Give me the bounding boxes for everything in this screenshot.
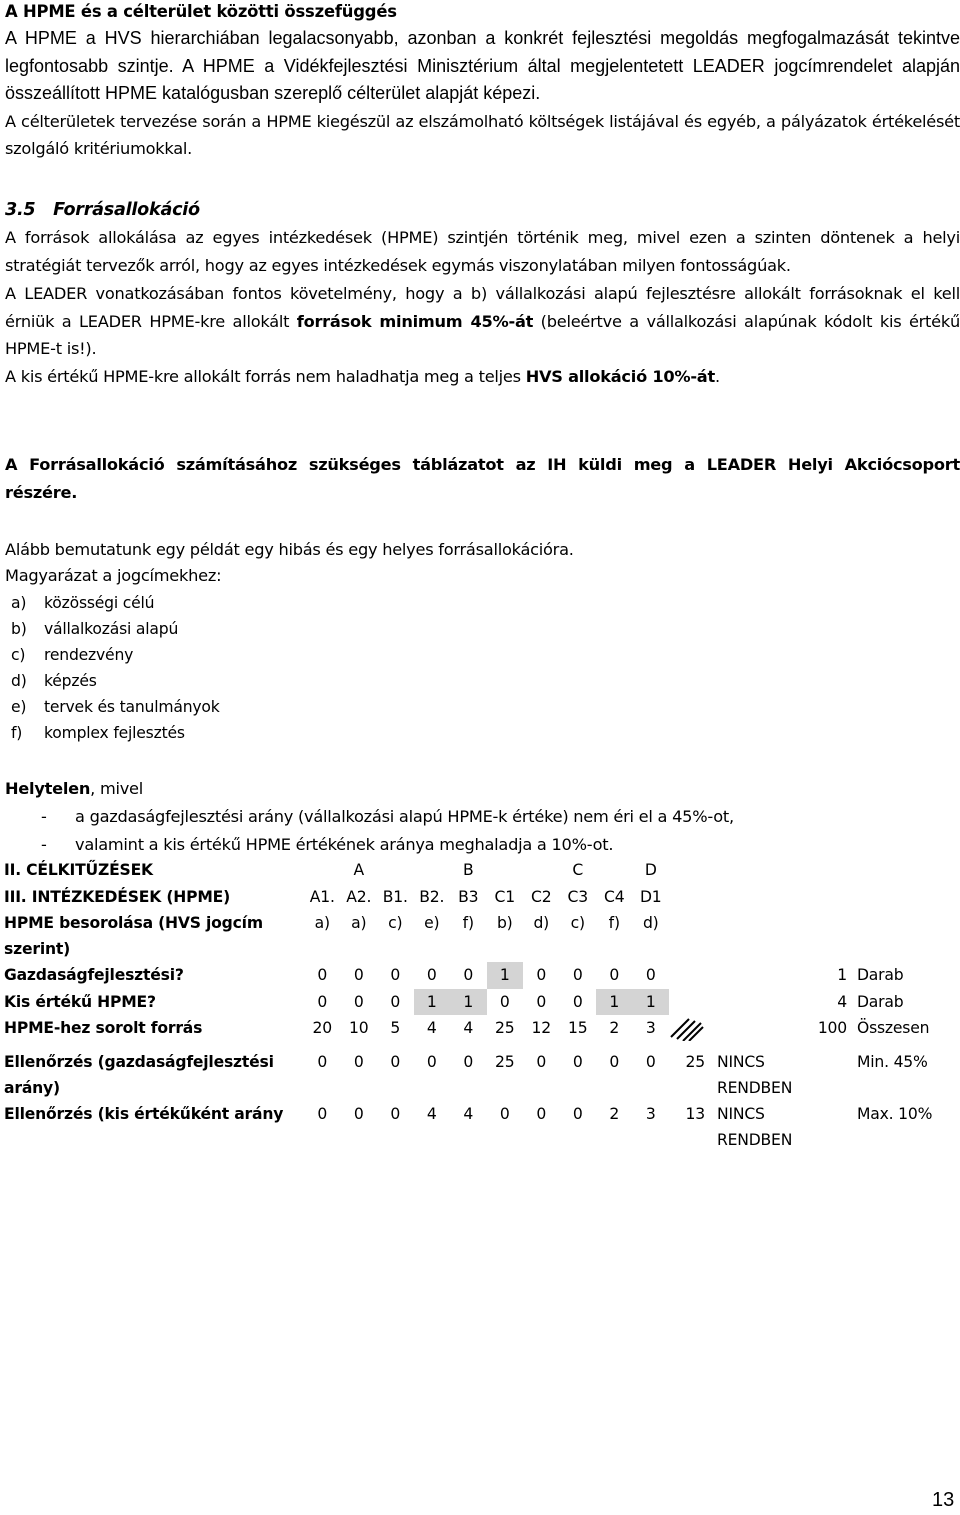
ih-note bbox=[5, 451, 960, 506]
table-cell bbox=[709, 962, 817, 989]
row-label: Gazdaságfejlesztési? bbox=[4, 966, 184, 984]
ih-note-text: A Forrásallokáció számításához szükséges táblázatot az IH küldi meg a LEADER Helyi Akciócsoport részére. bbox=[5, 455, 960, 502]
table-cell: 0 bbox=[317, 1053, 328, 1071]
table-cell: A1. bbox=[309, 887, 335, 906]
table-cell: 1 bbox=[633, 989, 670, 1016]
section-number: 3.5 bbox=[5, 200, 36, 220]
table-cell: A2. bbox=[346, 887, 372, 906]
table-row-classification bbox=[4, 910, 939, 962]
list-text: valamint a kis értékű HPME értékének aránya meghaladja a 10%-ot. bbox=[75, 834, 614, 854]
list-text: komplex fejlesztés bbox=[44, 723, 185, 742]
table-cell: d) bbox=[533, 914, 550, 932]
legend-item bbox=[11, 669, 220, 695]
table-cell: 0 bbox=[353, 966, 364, 984]
table-cell: Max. 10% bbox=[857, 1105, 933, 1123]
economic-total: 1 bbox=[837, 966, 847, 984]
table-cell bbox=[817, 1101, 847, 1153]
section-3-5 bbox=[5, 197, 960, 390]
legend-item bbox=[11, 591, 220, 617]
example-intro bbox=[5, 536, 960, 589]
table-cell: 3 bbox=[645, 1019, 656, 1037]
list-text: vállalkozási alapú bbox=[44, 619, 179, 638]
table-cell bbox=[669, 910, 939, 962]
table-cell bbox=[709, 1015, 817, 1049]
table-cell: 0 bbox=[536, 1053, 547, 1071]
min-45-emphasis: források minimum 45%-át bbox=[296, 311, 534, 331]
table-cell: D1 bbox=[639, 887, 662, 906]
table-cell: 0 bbox=[390, 1053, 401, 1071]
table-cell: 25 bbox=[495, 1019, 515, 1037]
max-10-emphasis: HVS allokáció 10%-át bbox=[525, 366, 715, 386]
table-cell: C1 bbox=[494, 887, 515, 906]
table-cell: c) bbox=[388, 914, 403, 932]
table-cell: 5 bbox=[390, 1019, 401, 1037]
table-cell bbox=[596, 857, 633, 884]
row-label: II. CÉLKITŰZÉSEK bbox=[4, 861, 153, 879]
table-cell: 4 bbox=[463, 1105, 474, 1123]
table-cell: 0 bbox=[499, 1105, 510, 1123]
section-paragraph-2 bbox=[5, 280, 960, 363]
table-cell: 4 bbox=[426, 1105, 437, 1123]
table-row-small-value bbox=[4, 989, 939, 1016]
intro-heading: A HPME és a célterület közötti összefüggés bbox=[5, 2, 397, 21]
table-cell: 0 bbox=[426, 1053, 437, 1071]
table-cell: 0 bbox=[645, 1053, 656, 1071]
wrong-reason-1 bbox=[5, 803, 960, 831]
wrong-reason-2 bbox=[5, 831, 960, 859]
legend-item bbox=[11, 643, 220, 669]
table-cell: 0 bbox=[572, 1105, 583, 1123]
row-label: HPME besorolása (HVS jogcím szerint) bbox=[4, 914, 263, 958]
allocation-table bbox=[4, 857, 939, 1153]
list-text: rendezvény bbox=[44, 645, 134, 664]
table-cell: 0 bbox=[609, 1053, 620, 1071]
table-cell: a) bbox=[314, 914, 330, 932]
table-cell: 10 bbox=[349, 1019, 369, 1037]
table-cell: e) bbox=[424, 914, 440, 932]
text-run: A kis értékű HPME-kre allokált forrás nem haladhatja meg a teljes bbox=[5, 366, 526, 386]
legend-item bbox=[11, 721, 220, 747]
section-title: Forrásallokáció bbox=[53, 200, 200, 220]
table-cell: 0 bbox=[572, 966, 583, 984]
table-cell bbox=[669, 962, 709, 989]
wrong-example bbox=[5, 775, 960, 859]
legend-title: Magyarázat a jogcímekhez: bbox=[5, 565, 222, 585]
table-cell bbox=[669, 857, 939, 884]
list-marker: c) bbox=[11, 645, 26, 664]
table-cell: 0 bbox=[390, 1105, 401, 1123]
table-cell: d) bbox=[642, 914, 659, 932]
text-run: , mivel bbox=[90, 779, 143, 798]
list-marker: b) bbox=[11, 619, 27, 638]
intro-paragraph-1: A HPME a HVS hierarchiában legalacsonyabb, azonban a konkrét fejlesztési megoldás megfogalmazását tekintve legfontosabb szintje. A HPME a Vidékfejlesztési Minisztérium által megjelentetett LEADER jogcímrendelet alapján összeállított HPME katalógusban szereplő célterület alapját képezi. bbox=[5, 28, 960, 103]
list-text: a gazdaságfejlesztési arány (vállalkozási alapú HPME-k értéke) nem éri el a 45%-ot, bbox=[75, 806, 734, 826]
status-badge: NINCS RENDBEN bbox=[717, 1105, 793, 1149]
table-cell: C bbox=[572, 861, 584, 879]
table-cell: B2. bbox=[419, 887, 445, 906]
list-marker: - bbox=[41, 806, 47, 826]
table-row-economic bbox=[4, 962, 939, 989]
table-cell: 0 bbox=[536, 992, 547, 1011]
table-cell: B3 bbox=[458, 887, 479, 906]
table-row-check-small bbox=[4, 1101, 939, 1153]
table-cell bbox=[414, 857, 451, 884]
wrong-title-line bbox=[5, 775, 960, 803]
diagonal-hatch-icon bbox=[669, 1015, 705, 1041]
table-cell: 3 bbox=[645, 1105, 656, 1123]
legend-item bbox=[11, 695, 220, 721]
table-cell: B1. bbox=[382, 887, 408, 906]
table-cell: 0 bbox=[572, 1053, 583, 1071]
table-cell bbox=[523, 857, 560, 884]
section-paragraph-3 bbox=[5, 363, 960, 391]
table-cell: a) bbox=[351, 914, 367, 932]
table-cell: 0 bbox=[645, 966, 656, 984]
table-row-check-economic bbox=[4, 1049, 939, 1101]
row-label: Ellenőrzés (gazdaságfejlesztési arány) bbox=[4, 1053, 274, 1097]
table-cell: D bbox=[644, 861, 657, 879]
row-label: Ellenőrzés (kis értékűként arány bbox=[4, 1105, 284, 1123]
table-cell: 1 bbox=[414, 989, 451, 1016]
table-cell: B bbox=[463, 861, 474, 879]
table-cell: Összesen bbox=[857, 1019, 930, 1037]
text-run: A LEADER vonatkozásában fontos követelmény, hogy a b) vállalkozási alapú fejlesztésre allokált forrásoknak el kell érniük a LEADER HPME-kre allokált bbox=[5, 284, 960, 331]
table-cell: 0 bbox=[499, 992, 510, 1011]
list-text: képzés bbox=[44, 671, 97, 690]
row-label: III. INTÉZKEDÉSEK (HPME) bbox=[4, 887, 231, 906]
table-cell bbox=[377, 857, 414, 884]
table-cell: 0 bbox=[390, 966, 401, 984]
table-cell: 0 bbox=[317, 992, 328, 1011]
table-cell: C2 bbox=[531, 887, 552, 906]
legend-item bbox=[11, 617, 220, 643]
status-badge: NINCS RENDBEN bbox=[717, 1053, 793, 1097]
table-cell: 12 bbox=[531, 1019, 551, 1037]
list-text: közösségi célú bbox=[44, 594, 155, 612]
table-cell: 0 bbox=[317, 966, 328, 984]
table-cell: A bbox=[353, 861, 364, 879]
row-label: Kis értékű HPME? bbox=[4, 992, 156, 1011]
table-cell: 0 bbox=[463, 966, 474, 984]
text-run: (beleértve a vállalkozási alapúnak kódolt kis értékű HPME-t is!). bbox=[5, 311, 960, 358]
list-marker: d) bbox=[11, 671, 27, 690]
table-cell: 15 bbox=[568, 1019, 588, 1037]
page-number: 13 bbox=[932, 1489, 955, 1511]
table-cell: 0 bbox=[536, 966, 547, 984]
table-row-measures bbox=[4, 884, 939, 911]
table-row-goals bbox=[4, 857, 939, 884]
table-cell: b) bbox=[496, 914, 513, 932]
table-cell: Min. 45% bbox=[857, 1053, 928, 1071]
table-cell: 1 bbox=[487, 962, 524, 989]
table-cell: 0 bbox=[353, 992, 364, 1011]
table-cell: 0 bbox=[572, 992, 583, 1011]
table-cell: f) bbox=[462, 914, 474, 932]
table-cell: 2 bbox=[609, 1105, 620, 1123]
table-cell: 0 bbox=[317, 1105, 328, 1123]
intro-section bbox=[5, 0, 960, 163]
hatched-cell bbox=[669, 1015, 709, 1049]
funds-total: 100 bbox=[817, 1019, 847, 1037]
table-cell: 0 bbox=[463, 1053, 474, 1071]
example-text: Alább bemutatunk egy példát egy hibás és egy helyes forrásallokációra. bbox=[5, 540, 574, 559]
table-cell: 1 bbox=[450, 989, 487, 1016]
small-value-total: 4 bbox=[837, 992, 847, 1011]
intro-paragraph-2: A célterületek tervezése során a HPME kiegészül az elszámolható költségek listájával és egyéb, a pályázatok értékelését szolgáló kritériumokkal. bbox=[5, 111, 960, 158]
table-cell bbox=[669, 989, 709, 1016]
table-cell bbox=[487, 857, 524, 884]
legend-list bbox=[11, 591, 220, 746]
table-cell bbox=[669, 884, 939, 911]
table-cell: 25 bbox=[495, 1053, 515, 1071]
table-cell: Darab bbox=[857, 966, 904, 984]
table-cell: 20 bbox=[312, 1019, 332, 1037]
check-economic-sum: 25 bbox=[685, 1053, 705, 1071]
table-cell: C3 bbox=[567, 887, 588, 906]
table-cell bbox=[709, 989, 817, 1016]
table-cell: C4 bbox=[604, 887, 625, 906]
list-marker: a) bbox=[11, 594, 27, 612]
list-marker: e) bbox=[11, 697, 27, 716]
table-cell: c) bbox=[570, 914, 585, 932]
table-cell bbox=[817, 1049, 847, 1101]
text-run: . bbox=[714, 366, 720, 386]
section-heading bbox=[5, 197, 960, 224]
table-row-funds bbox=[4, 1015, 939, 1049]
row-label: HPME-hez sorolt forrás bbox=[4, 1019, 203, 1037]
table-cell: Darab bbox=[857, 992, 904, 1011]
table-cell: 0 bbox=[536, 1105, 547, 1123]
list-marker: - bbox=[41, 834, 47, 854]
table-cell: 0 bbox=[390, 992, 401, 1011]
table-cell: 4 bbox=[426, 1019, 437, 1037]
table-cell: 4 bbox=[463, 1019, 474, 1037]
table-cell: 1 bbox=[596, 989, 633, 1016]
table-cell bbox=[304, 857, 341, 884]
section-paragraph-1: A források allokálása az egyes intézkedések (HPME) szintjén történik meg, mivel ezen a szinten döntenek a helyi stratégiát tervezők arról, hogy az egyes intézkedések egymás viszonylatában milyen fontosságúak. bbox=[5, 228, 960, 275]
table-cell: 2 bbox=[609, 1019, 620, 1037]
table-cell: 0 bbox=[353, 1053, 364, 1071]
wrong-title: Helytelen bbox=[5, 779, 91, 798]
table-cell: 0 bbox=[426, 966, 437, 984]
list-text: tervek és tanulmányok bbox=[44, 697, 220, 716]
table-cell: 0 bbox=[609, 966, 620, 984]
check-small-sum: 13 bbox=[685, 1105, 705, 1123]
table-cell: 0 bbox=[353, 1105, 364, 1123]
table-cell: f) bbox=[608, 914, 620, 932]
list-marker: f) bbox=[11, 723, 23, 742]
